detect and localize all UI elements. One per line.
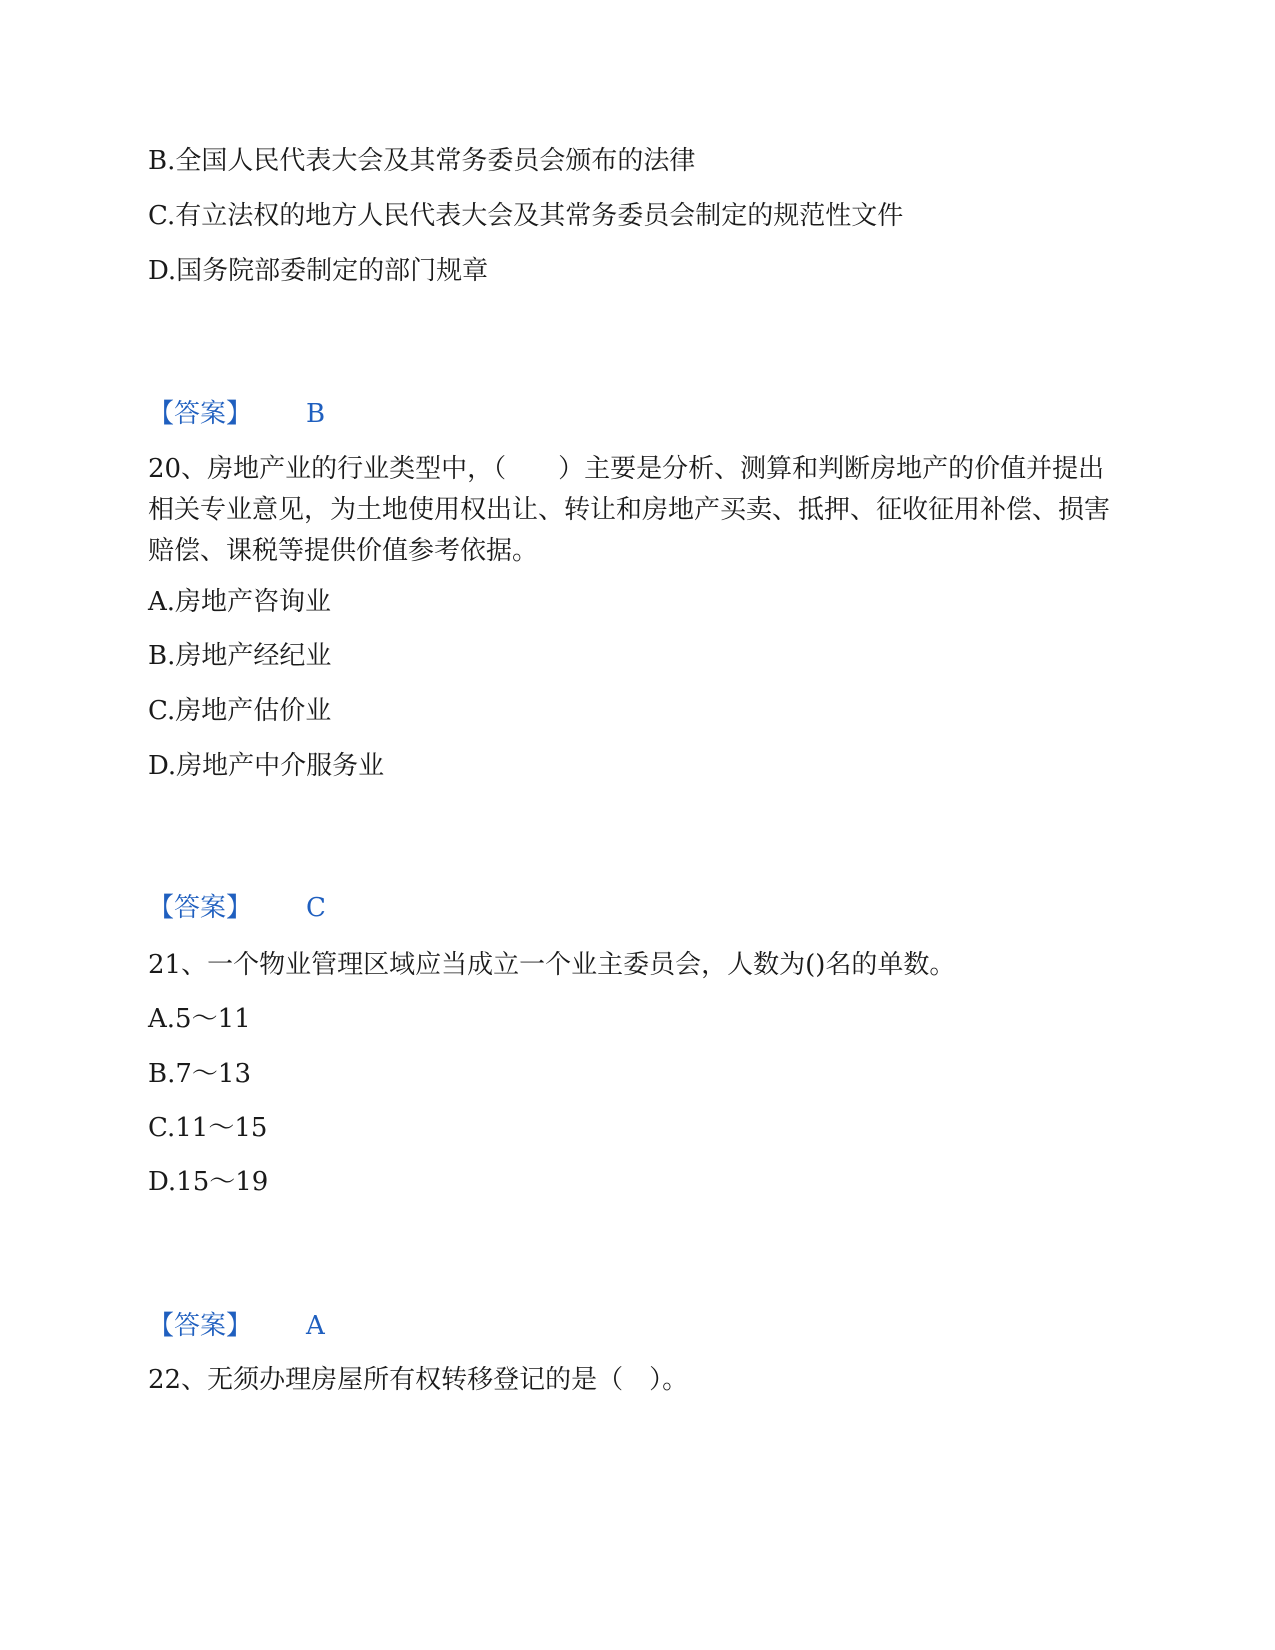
q20-option-c: C.房地产估价业: [148, 696, 332, 726]
q21-option-a: A.5～11: [148, 1004, 251, 1034]
question-20-text: 20、房地产业的行业类型中，（ ）主要是分析、测算和判断房地产的价值并提出相关专业意见，为土地使用权出让、转让和房地产买卖、抵押、征收征用补偿、损害赔偿、课税等提供价值参考依据。: [148, 454, 1111, 566]
answer-value: A: [306, 1311, 325, 1341]
question-21-text: 21、一个物业管理区域应当成立一个业主委员会，人数为()名的单数。: [148, 950, 956, 980]
answer-line-2: [148, 893, 326, 923]
option-c-prev: C.有立法权的地方人民代表大会及其常务委员会制定的规范性文件: [148, 201, 904, 231]
q20-option-d: D.房地产中介服务业: [148, 751, 385, 781]
option-d-prev: D.国务院部委制定的部门规章: [148, 256, 489, 286]
answer-tag: 【答案】: [148, 1311, 253, 1341]
question-22-text: 22、无须办理房屋所有权转移登记的是（ ）。: [148, 1365, 689, 1395]
answer-line-3: [148, 1311, 325, 1341]
q20-option-a: A.房地产咨询业: [148, 587, 332, 617]
answer-line-1: [148, 399, 325, 429]
q21-option-b: B.7～13: [148, 1059, 251, 1089]
option-b-prev: B.全国人民代表大会及其常务委员会颁布的法律: [148, 146, 696, 176]
answer-value: C: [306, 893, 326, 923]
answer-value: B: [306, 399, 326, 429]
q20-option-b: B.房地产经纪业: [148, 641, 332, 671]
answer-tag: 【答案】: [148, 893, 253, 923]
q21-option-c: C.11～15: [148, 1113, 268, 1143]
answer-tag: 【答案】: [148, 399, 253, 429]
q21-option-d: D.15～19: [148, 1167, 269, 1197]
